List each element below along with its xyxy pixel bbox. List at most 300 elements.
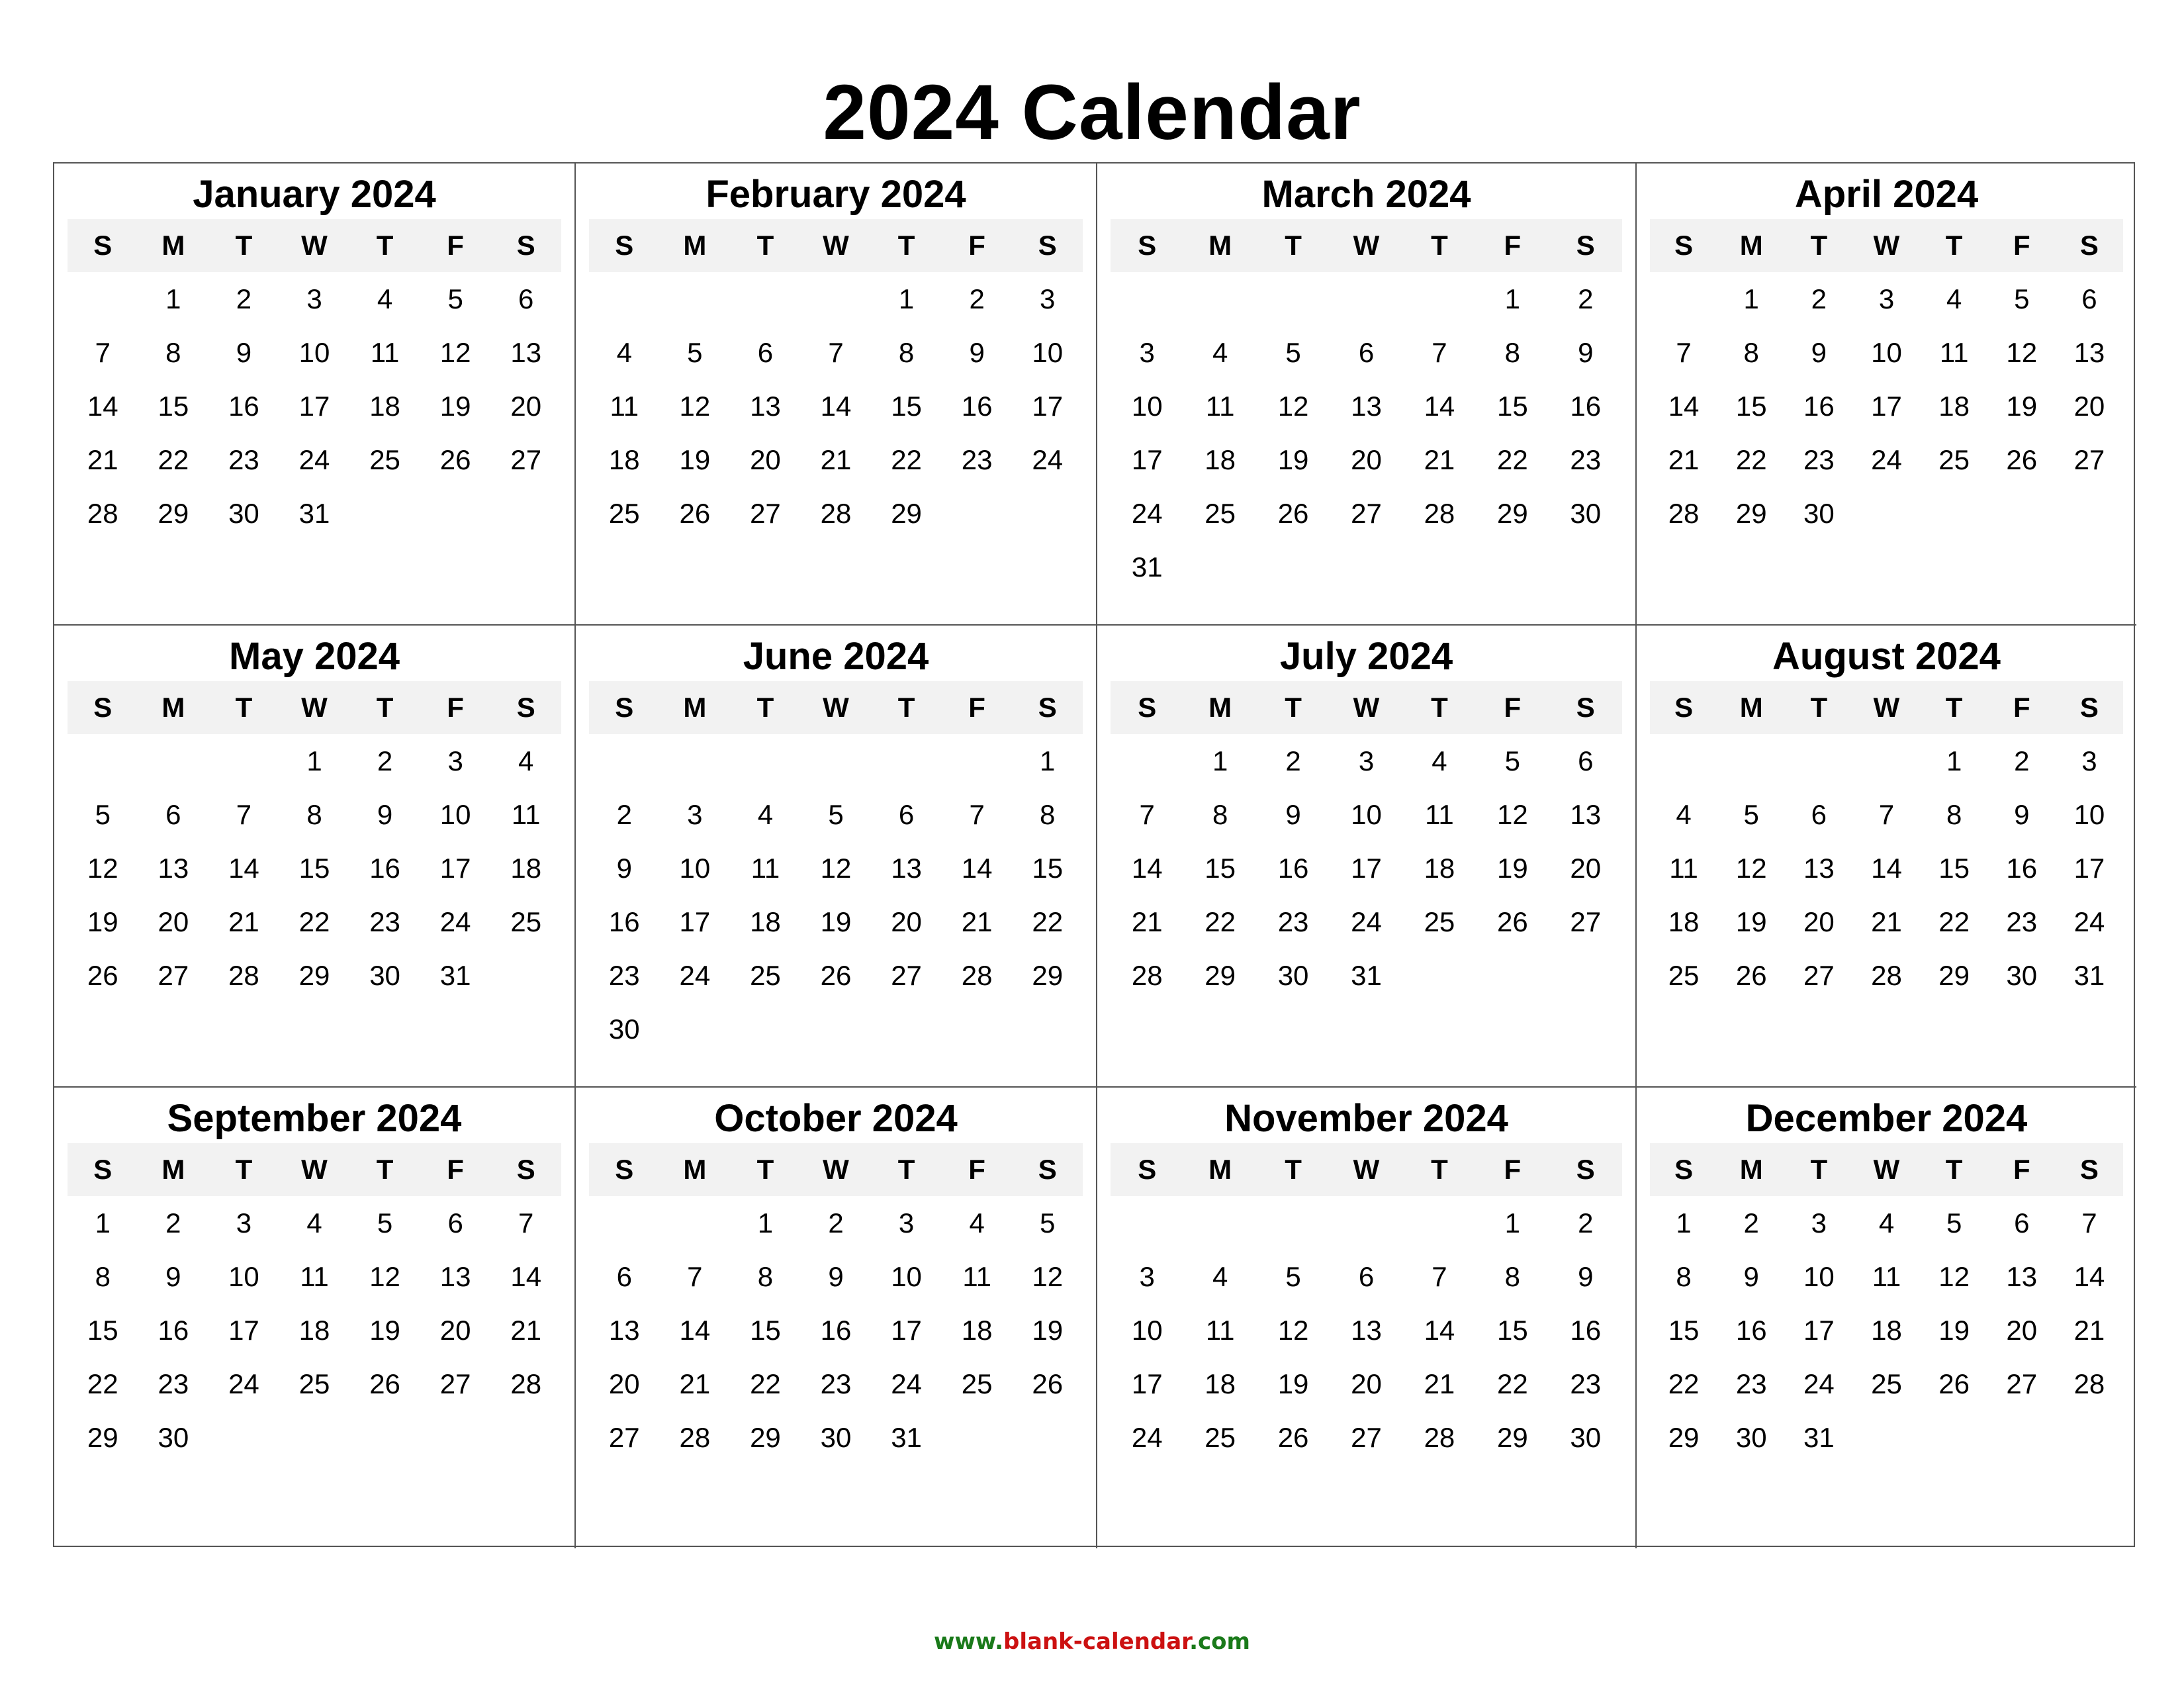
day-cell: 9 — [377, 799, 393, 830]
day-cell: 4 — [969, 1207, 985, 1239]
day-cell: 3 — [1811, 1207, 1827, 1239]
weekday-label: F — [447, 692, 464, 723]
day-cell: 10 — [2073, 799, 2105, 830]
day-cell: 4 — [616, 337, 632, 368]
day-cell: 18 — [369, 391, 400, 422]
day-cell: 4 — [377, 283, 393, 314]
weekday-label: T — [1810, 1154, 1828, 1185]
day-cell: 6 — [757, 337, 774, 368]
day-cell: 7 — [969, 799, 985, 830]
footer-url-suffix: .com — [1189, 1628, 1250, 1655]
day-cell: 15 — [87, 1315, 118, 1346]
day-cell: 13 — [1803, 853, 1835, 884]
day-cell: 21 — [2073, 1315, 2105, 1346]
day-cell: 30 — [1735, 1422, 1767, 1453]
empty-day-cell — [1650, 734, 1717, 788]
day-cell: 24 — [1803, 1368, 1835, 1399]
weekday-label: M — [161, 230, 185, 261]
day-cell: 8 — [898, 337, 915, 368]
day-cell: 15 — [1668, 1315, 1700, 1346]
day-cell: 20 — [608, 1368, 640, 1399]
day-cell: 27 — [2073, 444, 2105, 475]
weekday-label: M — [683, 692, 707, 723]
weekday-header-row — [68, 219, 561, 272]
day-cell: 15 — [750, 1315, 781, 1346]
weekday-label: S — [516, 692, 535, 723]
day-cell: 12 — [679, 391, 711, 422]
weekday-label: T — [376, 692, 394, 723]
day-cell: 7 — [1676, 337, 1692, 368]
day-cell: 25 — [1205, 498, 1236, 529]
day-cell: 5 — [95, 799, 111, 830]
day-cell: 20 — [158, 906, 189, 937]
weekday-label: M — [683, 230, 707, 261]
empty-day-cell — [660, 272, 731, 326]
day-cell: 30 — [158, 1422, 189, 1453]
day-cell: 8 — [1676, 1261, 1692, 1292]
weekday-label: S — [93, 692, 113, 723]
day-cell: 20 — [1351, 444, 1382, 475]
calendar-grid — [53, 162, 2135, 1547]
day-cell: 15 — [1496, 391, 1528, 422]
day-cell: 27 — [2006, 1368, 2038, 1399]
weekday-label: W — [823, 230, 849, 261]
empty-day-cell — [660, 1196, 731, 1250]
day-cell: 31 — [1351, 960, 1382, 991]
day-cell: 28 — [1424, 498, 1455, 529]
day-cell: 22 — [891, 444, 922, 475]
weekday-header-row — [1111, 681, 1622, 734]
day-cell: 9 — [1578, 1261, 1594, 1292]
day-cell: 9 — [1285, 799, 1301, 830]
day-cell: 26 — [1496, 906, 1528, 937]
day-cell: 1 — [1040, 745, 1056, 776]
day-cell: 16 — [608, 906, 640, 937]
weekday-label: S — [1038, 1154, 1057, 1185]
weekday-label: W — [823, 692, 849, 723]
day-cell: 26 — [1032, 1368, 1064, 1399]
month-title: March 2024 — [1261, 173, 1471, 216]
weekday-header-row — [68, 1143, 561, 1196]
weekday-label: S — [1674, 230, 1694, 261]
day-cell: 10 — [228, 1261, 259, 1292]
empty-day-cell — [1111, 734, 1183, 788]
day-cell: 15 — [1496, 1315, 1528, 1346]
empty-day-cell — [1111, 1196, 1183, 1250]
footer-url-prefix: www. — [934, 1628, 1004, 1655]
weekday-label: M — [1208, 230, 1232, 261]
month-title: August 2024 — [1772, 635, 2001, 678]
day-cell: 10 — [891, 1261, 922, 1292]
day-cell: 6 — [1578, 745, 1594, 776]
day-cell: 11 — [1872, 1261, 1901, 1292]
day-cell: 21 — [1668, 444, 1700, 475]
day-cell: 12 — [1277, 391, 1309, 422]
day-cell: 26 — [87, 960, 118, 991]
footer-url[interactable] — [0, 1628, 2184, 1655]
day-cell: 14 — [961, 853, 993, 884]
day-cell: 26 — [439, 444, 471, 475]
weekday-label: W — [301, 230, 328, 261]
day-cell: 12 — [369, 1261, 400, 1292]
day-cell: 3 — [687, 799, 703, 830]
empty-day-cell — [1717, 734, 1785, 788]
weekday-label: S — [93, 1154, 113, 1185]
month-block — [54, 626, 576, 1088]
day-cell: 31 — [2073, 960, 2105, 991]
page-title: 2024 Calendar — [823, 69, 1361, 156]
day-grid — [1650, 734, 2123, 1002]
day-cell: 1 — [306, 745, 322, 776]
day-cell: 5 — [828, 799, 844, 830]
day-cell: 16 — [1570, 391, 1602, 422]
day-cell: 14 — [1424, 391, 1455, 422]
empty-day-cell — [1257, 272, 1330, 326]
day-cell: 2 — [377, 745, 393, 776]
day-cell: 16 — [1570, 1315, 1602, 1346]
day-cell: 19 — [87, 906, 118, 937]
day-cell: 27 — [891, 960, 922, 991]
day-grid — [1111, 1196, 1622, 1464]
day-cell: 24 — [891, 1368, 922, 1399]
day-cell: 10 — [439, 799, 471, 830]
weekday-label: S — [615, 1154, 634, 1185]
day-cell: 3 — [1358, 745, 1375, 776]
day-cell: 11 — [1205, 1315, 1235, 1346]
day-cell: 21 — [228, 906, 259, 937]
day-cell: 9 — [1578, 337, 1594, 368]
day-cell: 27 — [510, 444, 542, 475]
day-cell: 25 — [608, 498, 640, 529]
empty-day-cell — [730, 272, 801, 326]
day-cell: 9 — [165, 1261, 181, 1292]
day-cell: 19 — [369, 1315, 400, 1346]
day-cell: 20 — [891, 906, 922, 937]
day-cell: 4 — [1946, 283, 1962, 314]
weekday-label: T — [1431, 230, 1448, 261]
weekday-label: S — [1038, 692, 1057, 723]
day-cell: 15 — [891, 391, 922, 422]
weekday-label: T — [235, 1154, 253, 1185]
day-cell: 16 — [961, 391, 993, 422]
day-cell: 25 — [1871, 1368, 1902, 1399]
day-cell: 28 — [961, 960, 993, 991]
day-cell: 9 — [1811, 337, 1827, 368]
weekday-label: M — [1208, 692, 1232, 723]
day-cell: 14 — [1668, 391, 1700, 422]
month-title: December 2024 — [1745, 1097, 2028, 1140]
weekday-label: S — [516, 230, 535, 261]
day-cell: 19 — [1277, 1368, 1309, 1399]
day-cell: 4 — [1878, 1207, 1895, 1239]
day-cell: 17 — [439, 853, 471, 884]
day-cell: 6 — [898, 799, 915, 830]
day-cell: 2 — [969, 283, 985, 314]
month-title: April 2024 — [1794, 173, 1979, 216]
day-cell: 2 — [2014, 745, 2030, 776]
weekday-label: F — [968, 692, 985, 723]
month-title: July 2024 — [1279, 635, 1453, 678]
day-cell: 23 — [1735, 1368, 1767, 1399]
day-cell: 29 — [1668, 1422, 1700, 1453]
day-cell: 13 — [1351, 391, 1382, 422]
day-cell: 22 — [750, 1368, 781, 1399]
weekday-label: T — [1285, 1154, 1302, 1185]
day-cell: 18 — [961, 1315, 993, 1346]
day-cell: 20 — [439, 1315, 471, 1346]
weekday-header-row — [1111, 1143, 1622, 1196]
day-cell: 3 — [898, 1207, 915, 1239]
day-cell: 14 — [1424, 1315, 1455, 1346]
day-cell: 4 — [518, 745, 534, 776]
day-cell: 5 — [687, 337, 703, 368]
weekday-label: T — [897, 1154, 915, 1185]
day-cell: 8 — [757, 1261, 774, 1292]
weekday-label: T — [1810, 230, 1828, 261]
weekday-header-row — [1111, 219, 1622, 272]
day-cell: 31 — [891, 1422, 922, 1453]
weekday-label: M — [1739, 1154, 1763, 1185]
weekday-label: S — [1138, 692, 1157, 723]
month-title: November 2024 — [1224, 1097, 1508, 1140]
weekday-header-row — [589, 1143, 1083, 1196]
day-cell: 7 — [1432, 1261, 1447, 1292]
day-cell: 7 — [95, 337, 111, 368]
day-cell: 21 — [1424, 1368, 1455, 1399]
day-cell: 22 — [1496, 1368, 1528, 1399]
day-cell: 25 — [369, 444, 400, 475]
day-cell: 31 — [298, 498, 330, 529]
weekday-label: S — [1138, 1154, 1157, 1185]
day-cell: 2 — [165, 1207, 181, 1239]
day-cell: 17 — [2073, 853, 2105, 884]
day-cell: 14 — [87, 391, 118, 422]
empty-day-cell — [1330, 1196, 1402, 1250]
day-cell: 12 — [1277, 1315, 1309, 1346]
day-cell: 19 — [1938, 1315, 1970, 1346]
day-cell: 12 — [820, 853, 852, 884]
weekday-label: S — [1576, 692, 1595, 723]
day-cell: 16 — [820, 1315, 852, 1346]
day-cell: 24 — [1351, 906, 1382, 937]
day-cell: 25 — [750, 960, 781, 991]
empty-day-cell — [1183, 1196, 1256, 1250]
day-cell: 7 — [828, 337, 844, 368]
weekday-label: F — [968, 230, 985, 261]
day-cell: 7 — [236, 799, 252, 830]
weekday-label: S — [615, 692, 634, 723]
empty-day-cell — [730, 734, 801, 788]
day-cell: 29 — [891, 498, 922, 529]
day-cell: 23 — [1803, 444, 1835, 475]
weekday-header-row — [589, 681, 1083, 734]
day-cell: 14 — [2073, 1261, 2105, 1292]
month-block — [54, 1088, 576, 1548]
day-cell: 10 — [1871, 337, 1902, 368]
day-cell: 12 — [1735, 853, 1767, 884]
day-cell: 19 — [2006, 391, 2038, 422]
day-cell: 18 — [298, 1315, 330, 1346]
weekday-label: T — [756, 230, 774, 261]
day-cell: 11 — [300, 1261, 329, 1292]
day-cell: 30 — [1570, 498, 1602, 529]
day-cell: 5 — [1743, 799, 1759, 830]
day-cell: 8 — [1212, 799, 1228, 830]
day-cell: 17 — [679, 906, 711, 937]
empty-day-cell — [68, 272, 138, 326]
day-cell: 2 — [616, 799, 632, 830]
day-cell: 8 — [306, 799, 322, 830]
day-cell: 1 — [1743, 283, 1759, 314]
day-cell: 19 — [1496, 853, 1528, 884]
weekday-header-row — [1650, 681, 2123, 734]
day-cell: 15 — [158, 391, 189, 422]
day-cell: 12 — [2006, 337, 2038, 368]
day-cell: 24 — [2073, 906, 2105, 937]
empty-day-cell — [1330, 272, 1402, 326]
empty-day-cell — [801, 272, 872, 326]
day-cell: 13 — [1570, 799, 1602, 830]
month-block — [576, 626, 1097, 1088]
day-cell: 10 — [1131, 391, 1163, 422]
day-cell: 28 — [679, 1422, 711, 1453]
day-cell: 21 — [87, 444, 118, 475]
empty-day-cell — [589, 1196, 660, 1250]
day-cell: 24 — [1871, 444, 1902, 475]
weekday-label: S — [2079, 230, 2099, 261]
day-cell: 3 — [1139, 1261, 1155, 1292]
day-cell: 16 — [158, 1315, 189, 1346]
day-cell: 4 — [1676, 799, 1692, 830]
day-cell: 1 — [1504, 1207, 1521, 1239]
day-cell: 10 — [679, 853, 711, 884]
day-cell: 16 — [1277, 853, 1309, 884]
day-cell: 1 — [95, 1207, 111, 1239]
empty-day-cell — [68, 734, 138, 788]
empty-day-cell — [1403, 1196, 1476, 1250]
weekday-label: W — [1873, 1154, 1900, 1185]
day-cell: 14 — [1871, 853, 1902, 884]
day-grid — [1650, 1196, 2123, 1464]
day-grid — [1111, 272, 1622, 594]
day-cell: 12 — [87, 853, 118, 884]
day-cell: 27 — [1351, 1422, 1382, 1453]
day-cell: 31 — [1803, 1422, 1835, 1453]
empty-day-cell — [660, 734, 731, 788]
empty-day-cell — [589, 734, 660, 788]
empty-day-cell — [1403, 272, 1476, 326]
day-cell: 23 — [820, 1368, 852, 1399]
day-cell: 8 — [95, 1261, 111, 1292]
month-block — [1637, 1088, 2136, 1548]
day-cell: 26 — [1938, 1368, 1970, 1399]
day-cell: 3 — [236, 1207, 252, 1239]
day-cell: 5 — [1285, 337, 1301, 368]
day-cell: 2 — [1811, 283, 1827, 314]
day-cell: 3 — [1139, 337, 1155, 368]
day-cell: 17 — [891, 1315, 922, 1346]
day-cell: 21 — [1871, 906, 1902, 937]
day-cell: 16 — [1735, 1315, 1767, 1346]
day-grid — [589, 734, 1083, 1056]
weekday-label: T — [1285, 230, 1302, 261]
day-cell: 28 — [2073, 1368, 2105, 1399]
day-cell: 6 — [2081, 283, 2097, 314]
weekday-label: T — [1945, 230, 1963, 261]
day-cell: 28 — [1668, 498, 1700, 529]
day-cell: 2 — [1743, 1207, 1759, 1239]
day-cell: 19 — [1032, 1315, 1064, 1346]
day-grid — [589, 272, 1083, 540]
weekday-label: T — [897, 692, 915, 723]
day-cell: 7 — [687, 1261, 703, 1292]
day-cell: 4 — [1432, 745, 1447, 776]
weekday-label: F — [1504, 230, 1522, 261]
day-cell: 22 — [1205, 906, 1236, 937]
day-cell: 24 — [1032, 444, 1064, 475]
weekday-label: S — [2079, 1154, 2099, 1185]
month-title: May 2024 — [229, 635, 400, 678]
day-cell: 19 — [1277, 444, 1309, 475]
day-cell: 28 — [820, 498, 852, 529]
weekday-label: T — [1285, 692, 1302, 723]
day-cell: 24 — [439, 906, 471, 937]
day-cell: 9 — [2014, 799, 2030, 830]
weekday-label: W — [1873, 692, 1900, 723]
day-cell: 7 — [518, 1207, 534, 1239]
day-cell: 18 — [608, 444, 640, 475]
weekday-header-row — [1650, 219, 2123, 272]
day-cell: 23 — [1570, 1368, 1602, 1399]
day-cell: 14 — [1131, 853, 1163, 884]
day-cell: 17 — [298, 391, 330, 422]
day-cell: 10 — [1803, 1261, 1835, 1292]
day-cell: 10 — [1351, 799, 1382, 830]
day-cell: 25 — [1938, 444, 1970, 475]
weekday-header-row — [1650, 1143, 2123, 1196]
day-cell: 26 — [1277, 1422, 1309, 1453]
day-cell: 6 — [447, 1207, 463, 1239]
day-cell: 9 — [616, 853, 632, 884]
empty-day-cell — [801, 734, 872, 788]
day-cell: 13 — [1351, 1315, 1382, 1346]
weekday-label: W — [301, 692, 328, 723]
day-cell: 31 — [1131, 551, 1163, 583]
day-cell: 1 — [1676, 1207, 1692, 1239]
weekday-label: S — [1576, 230, 1595, 261]
day-cell: 24 — [228, 1368, 259, 1399]
empty-day-cell — [589, 272, 660, 326]
month-title: September 2024 — [167, 1097, 462, 1140]
day-cell: 11 — [511, 799, 541, 830]
day-cell: 7 — [1432, 337, 1447, 368]
weekday-label: T — [376, 230, 394, 261]
day-cell: 6 — [616, 1261, 632, 1292]
day-cell: 1 — [165, 283, 181, 314]
weekday-label: S — [1138, 230, 1157, 261]
day-cell: 13 — [891, 853, 922, 884]
empty-day-cell — [942, 734, 1013, 788]
day-cell: 6 — [1358, 337, 1375, 368]
day-cell: 12 — [439, 337, 471, 368]
day-cell: 23 — [228, 444, 259, 475]
month-block — [576, 1088, 1097, 1548]
day-cell: 24 — [298, 444, 330, 475]
day-cell: 27 — [750, 498, 781, 529]
day-cell: 2 — [236, 283, 252, 314]
day-cell: 1 — [898, 283, 915, 314]
day-cell: 29 — [1205, 960, 1236, 991]
